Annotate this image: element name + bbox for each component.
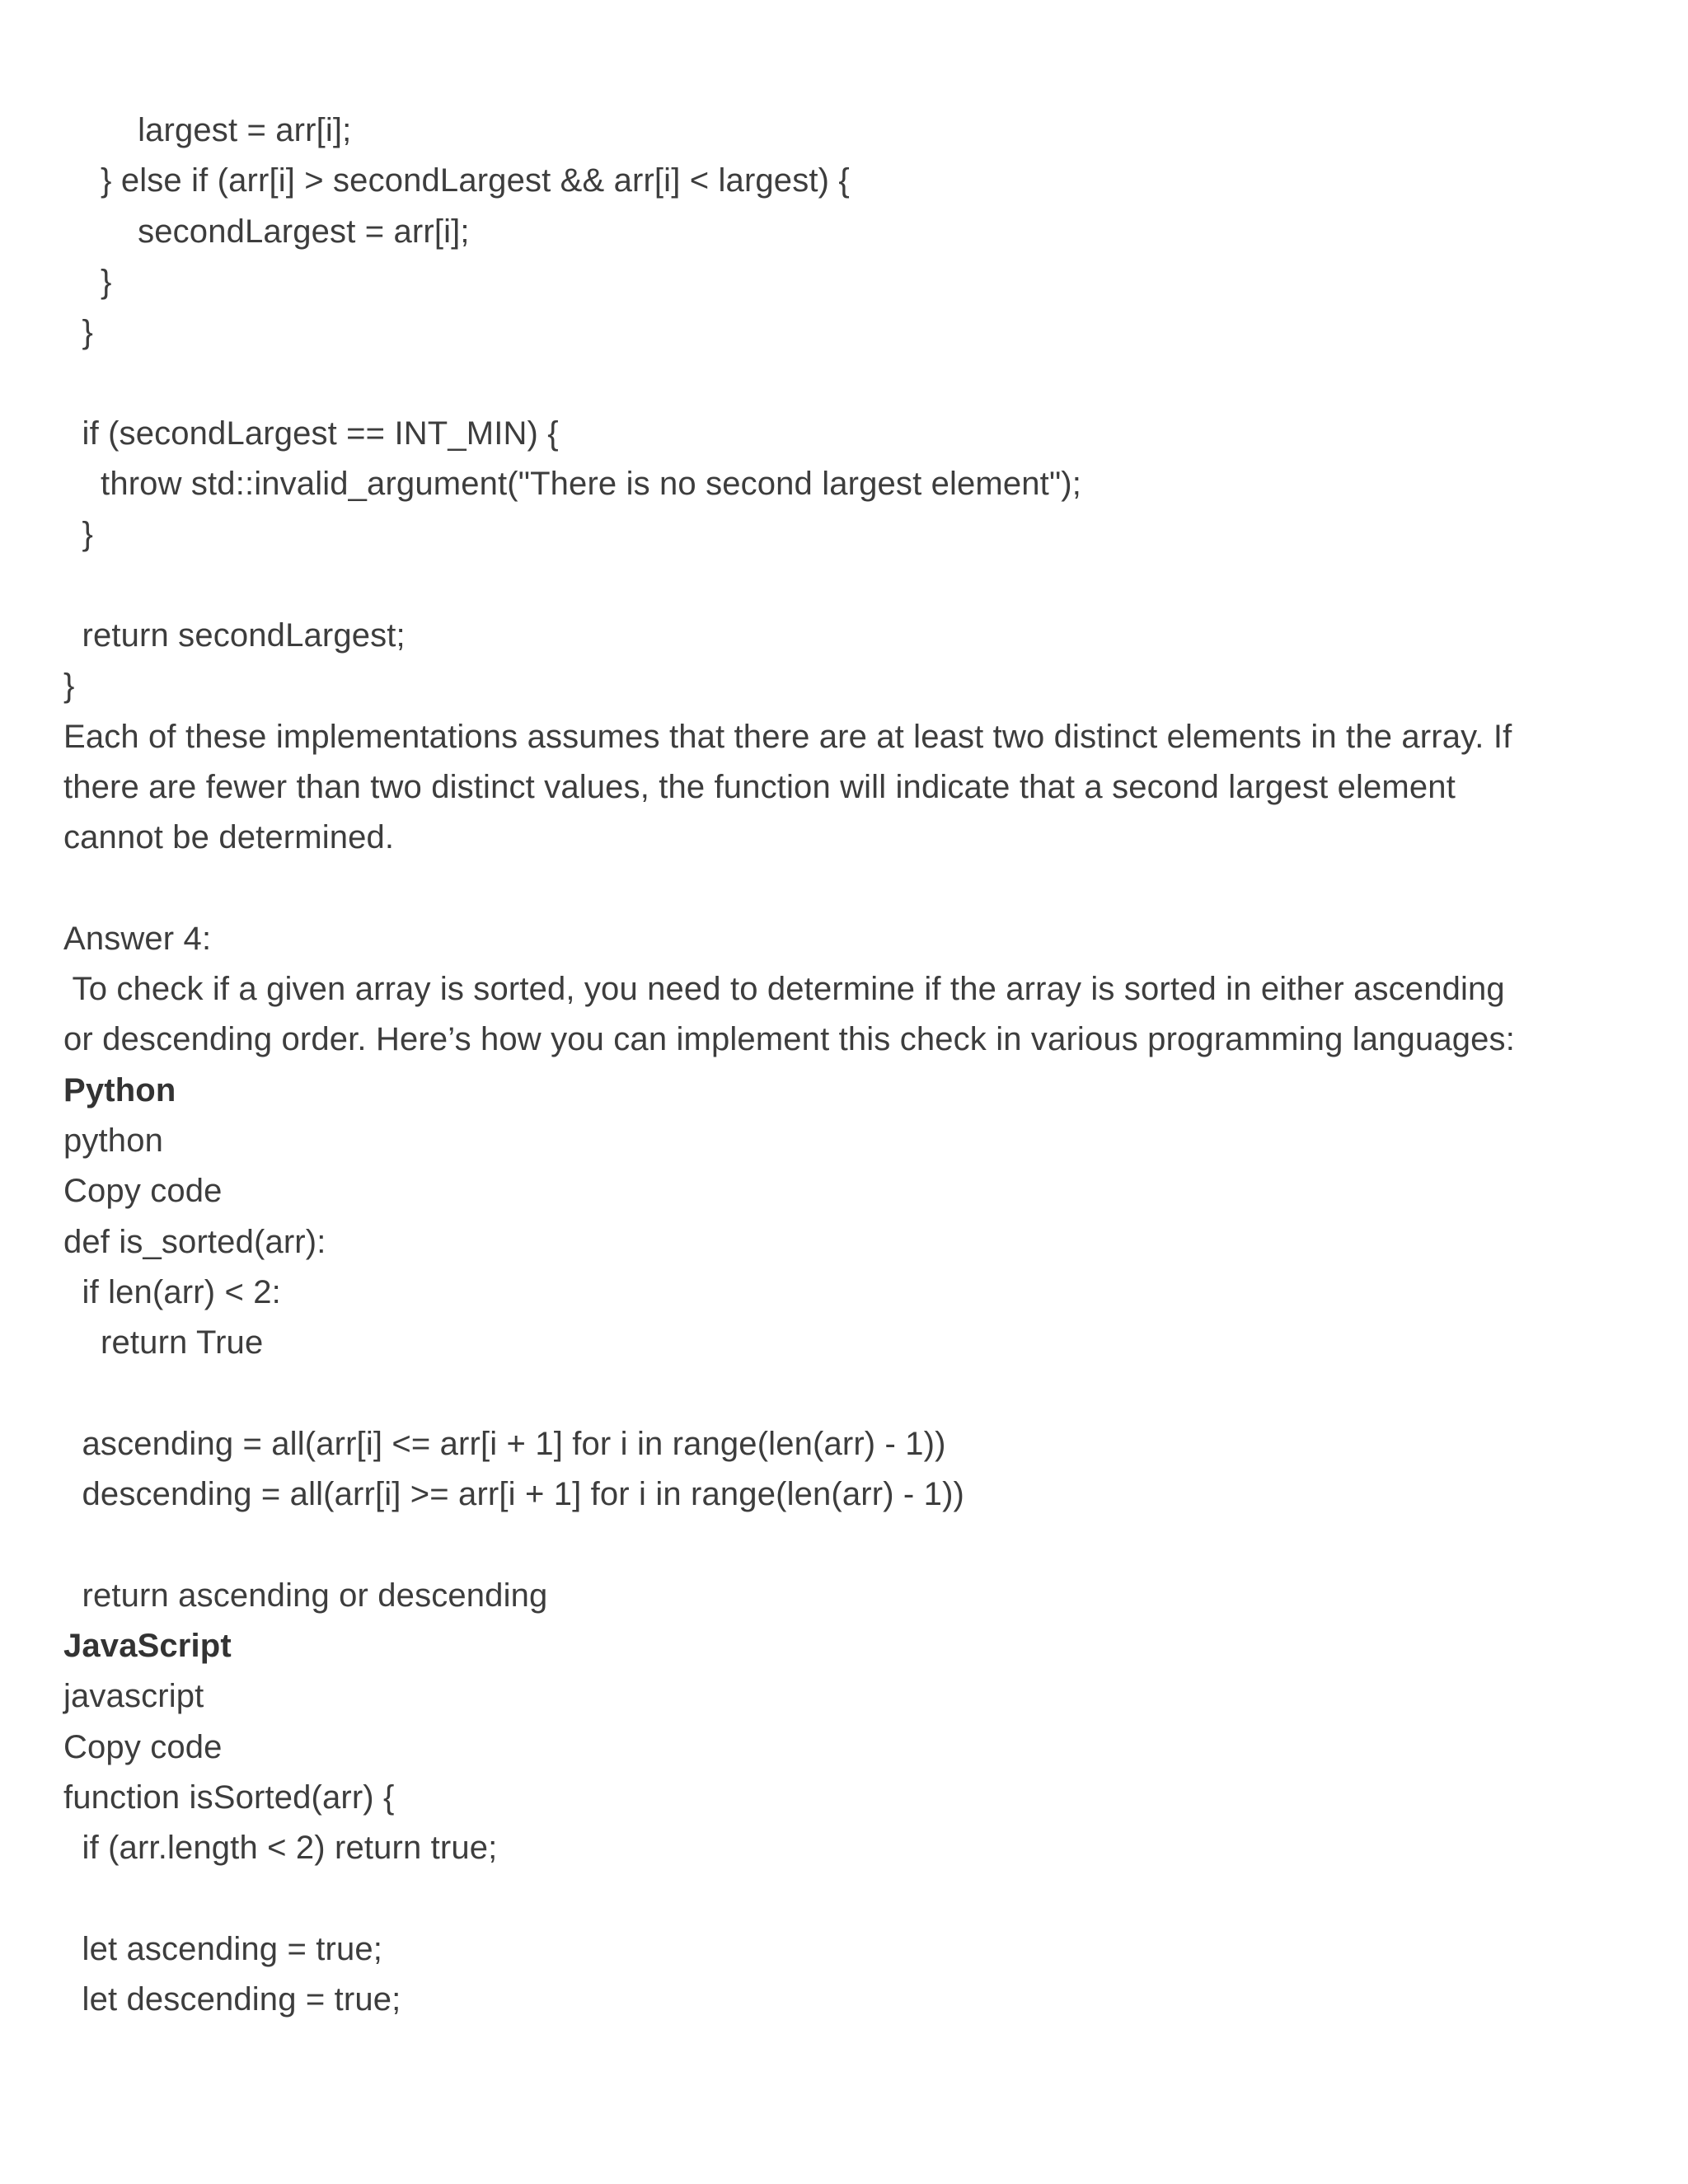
section-heading: JavaScript [63, 1627, 232, 1664]
code-line: ascending = all(arr[i] <= arr[i + 1] for i in range(len(arr) - 1)) [63, 1425, 946, 1462]
code-line: return ascending or descending [63, 1577, 548, 1614]
code-line: let ascending = true; [63, 1930, 383, 1967]
blank-line [63, 358, 1629, 408]
code-line: secondLargest = arr[i]; [63, 213, 470, 250]
code-line: } [63, 516, 94, 553]
code-line: return True [63, 1324, 264, 1361]
text-line: Copy code [63, 1173, 223, 1210]
code-line: largest = arr[i]; [63, 112, 352, 148]
code-line: def is_sorted(arr): [63, 1223, 326, 1260]
text-line: python [63, 1122, 163, 1159]
section-heading: Python [63, 1071, 176, 1108]
blank-line [63, 1873, 1629, 1924]
blank-line [63, 863, 1629, 913]
text-line: or descending order. Here’s how you can implement this check in various programming languages: [63, 1021, 1515, 1058]
text-line: cannot be determined. [63, 819, 395, 856]
code-line: return secondLargest; [63, 616, 406, 654]
code-line: } [63, 263, 112, 300]
text-line: there are fewer than two distinct values, the function will indicate that a second largest element [63, 768, 1456, 805]
code-line: descending = all(arr[i] >= arr[i + 1] for i in range(len(arr) - 1)) [63, 1476, 965, 1513]
blank-line [63, 560, 1629, 611]
text-line: To check if a given array is sorted, you need to determine if the array is sorted in either ascending [63, 971, 1505, 1008]
code-line: } [63, 668, 75, 705]
text-line: javascript [63, 1678, 204, 1715]
code-line: if len(arr) < 2: [63, 1273, 281, 1310]
code-line: if (secondLargest == INT_MIN) { [63, 415, 559, 452]
code-line: } else if (arr[i] > secondLargest && arr[i] < largest) { [63, 162, 850, 199]
code-line: } [63, 314, 94, 351]
blank-line [63, 1368, 1629, 1418]
text-line: Answer 4: [63, 920, 212, 957]
code-line: if (arr.length < 2) return true; [63, 1830, 498, 1867]
blank-line [63, 1520, 1629, 1570]
text-line: Each of these implementations assumes that there are at least two distinct elements in the array. If [63, 718, 1512, 755]
text-line: Copy code [63, 1728, 223, 1765]
code-line: function isSorted(arr) { [63, 1779, 395, 1816]
document-body [63, 105, 1629, 2025]
code-line: let descending = true; [63, 1980, 401, 2018]
code-line: throw std::invalid_argument("There is no second largest element"); [63, 466, 1082, 503]
